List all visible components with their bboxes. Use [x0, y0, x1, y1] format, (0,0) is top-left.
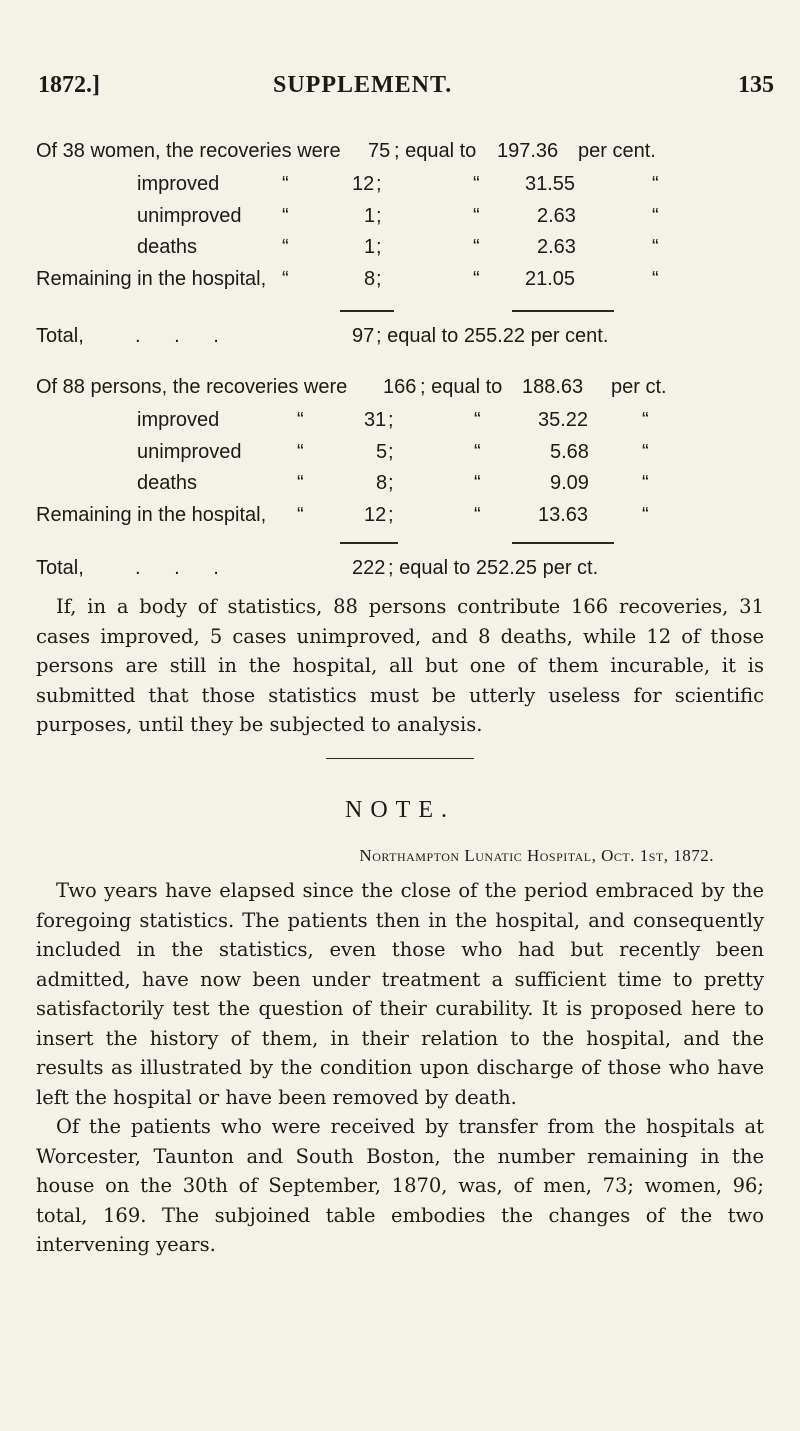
ditto-mark: “ [652, 205, 659, 227]
row-label: unimproved [137, 441, 242, 463]
ditto-mark: “ [474, 441, 481, 463]
paragraph-text: Of the patients who were received by transfer from the hospitals at Worcester, Taunton and South Boston, the number remaining in the house on the 30th of September, 1870, was, of men, 73; women, 96; total, 169. The subjoined table embodies the changes of the two intervening years. [36, 1115, 764, 1256]
row-label: deaths [137, 236, 198, 258]
ditto-mark: “ [642, 409, 649, 431]
analysis-paragraph [36, 592, 764, 740]
total-count: 222 [352, 557, 386, 579]
row-pct: 21.05 [525, 268, 576, 290]
ditto-mark: “ [474, 504, 481, 526]
total-count: 97 [352, 325, 375, 347]
ditto-mark: “ [282, 173, 289, 195]
row-pct: 13.63 [538, 504, 589, 526]
row-label: improved [137, 409, 220, 431]
equal-to-text: ; equal to [420, 376, 503, 398]
print-speck [56, 520, 62, 526]
total-label: Total, [36, 557, 84, 579]
row-count: 5 [376, 441, 388, 463]
row-pct: 9.09 [550, 472, 589, 494]
total-text: ; equal to 252.25 per ct. [388, 557, 599, 579]
total-label: Total, [36, 325, 84, 347]
total-text: ; equal to 255.22 per cent. [376, 325, 609, 347]
ditto-mark: “ [652, 173, 659, 195]
semicolon: ; [388, 441, 394, 463]
row-count: 1 [364, 236, 376, 258]
persons-unimproved-row [0, 441, 800, 469]
persons-recoveries-tail: per ct. [611, 376, 667, 398]
header-title: SUPPLEMENT. [273, 72, 453, 98]
semicolon: ; [388, 472, 394, 494]
women-improved-row [0, 173, 800, 201]
ditto-mark: “ [282, 205, 289, 227]
persons-recoveries-count: 166 [383, 376, 417, 398]
ditto-mark: “ [297, 441, 304, 463]
row-count: 31 [364, 409, 387, 431]
section-divider [326, 758, 474, 759]
persons-recoveries-pct: 188.63 [522, 376, 584, 398]
persons-improved-row [0, 409, 800, 437]
equal-to-text: ; equal to [394, 140, 477, 162]
row-label: unimproved [137, 205, 242, 227]
ditto-mark: “ [642, 441, 649, 463]
semicolon: ; [376, 236, 382, 258]
paragraph-text: Two years have elapsed since the close of the period embraced by the foregoing statistics. The patients then in the hospital, and consequently included in the statistics, even those who had but recently been admitted, have now been under treatment a sufficient time to pretty satisfactorily test the question of their curability. It is proposed here to insert the history of them, in their relation to the hospital, and the results as illustrated by the condition upon discharge of those who have left the hospital or have been removed by death. [36, 879, 764, 1109]
women-recoveries-tail: per cent. [578, 140, 656, 162]
persons-recoveries-row [0, 376, 800, 404]
semicolon: ; [376, 268, 382, 290]
note-dateline: Northampton Lunatic Hospital, Oct. 1st, 1872. [359, 846, 714, 865]
women-remaining-row [0, 268, 800, 296]
row-pct: 2.63 [537, 236, 576, 258]
row-pct: 35.22 [538, 409, 589, 431]
ditto-mark: “ [282, 236, 289, 258]
ditto-mark: “ [642, 504, 649, 526]
persons-total-row [0, 557, 800, 585]
paragraph-text: If, in a body of statistics, 88 persons contribute 166 recoveries, 31 cases improved, 5 cases unimproved, and 8 deaths, while 12 of those persons are still in the hospital, all but one of them incurable, it is submitted that those statistics must be utterly useless for scientific purposes, until they be subjected to analysis. [36, 595, 764, 736]
ditto-mark: “ [297, 472, 304, 494]
ditto-mark: “ [473, 236, 480, 258]
remaining-label: Remaining in the hospital, [36, 504, 267, 526]
remaining-label: Remaining in the hospital, [36, 268, 267, 290]
ditto-mark: “ [297, 504, 304, 526]
semicolon: ; [388, 409, 394, 431]
persons-remaining-row [0, 504, 800, 532]
ditto-mark: “ [474, 472, 481, 494]
ditto-mark: “ [473, 173, 480, 195]
women-total-row [0, 325, 800, 353]
sum-rule [512, 542, 614, 544]
sum-rule [340, 310, 394, 312]
sum-rule [512, 310, 614, 312]
row-count: 12 [364, 504, 387, 526]
semicolon: ; [376, 205, 382, 227]
note-body [36, 876, 764, 1260]
women-recoveries-pct: 197.36 [497, 140, 559, 162]
ditto-mark: “ [474, 409, 481, 431]
leader-dots: . . . [135, 325, 233, 347]
ditto-mark: “ [473, 268, 480, 290]
semicolon: ; [388, 504, 394, 526]
women-recoveries-row [0, 140, 800, 168]
row-label: deaths [137, 472, 198, 494]
ditto-mark: “ [652, 236, 659, 258]
note-heading: NOTE. [345, 797, 455, 823]
row-pct: 5.68 [550, 441, 589, 463]
women-deaths-row [0, 236, 800, 264]
row-label: improved [137, 173, 220, 195]
sum-rule [340, 542, 398, 544]
ditto-mark: “ [282, 268, 289, 290]
row-count: 1 [364, 205, 376, 227]
persons-lead: Of 88 persons, the recoveries were [36, 376, 348, 398]
women-lead: Of 38 women, the recoveries were [36, 140, 341, 162]
page-number: 135 [738, 72, 774, 98]
header-year: 1872.] [38, 72, 100, 98]
persons-deaths-row [0, 472, 800, 500]
ditto-mark: “ [652, 268, 659, 290]
semicolon: ; [376, 173, 382, 195]
women-recoveries-count: 75 [368, 140, 391, 162]
running-header [38, 72, 774, 112]
ditto-mark: “ [297, 409, 304, 431]
row-count: 8 [364, 268, 376, 290]
leader-dots: . . . [135, 557, 233, 579]
row-pct: 2.63 [537, 205, 576, 227]
row-count: 12 [352, 173, 375, 195]
ditto-mark: “ [642, 472, 649, 494]
row-pct: 31.55 [525, 173, 576, 195]
row-count: 8 [376, 472, 388, 494]
women-unimproved-row [0, 205, 800, 233]
ditto-mark: “ [473, 205, 480, 227]
